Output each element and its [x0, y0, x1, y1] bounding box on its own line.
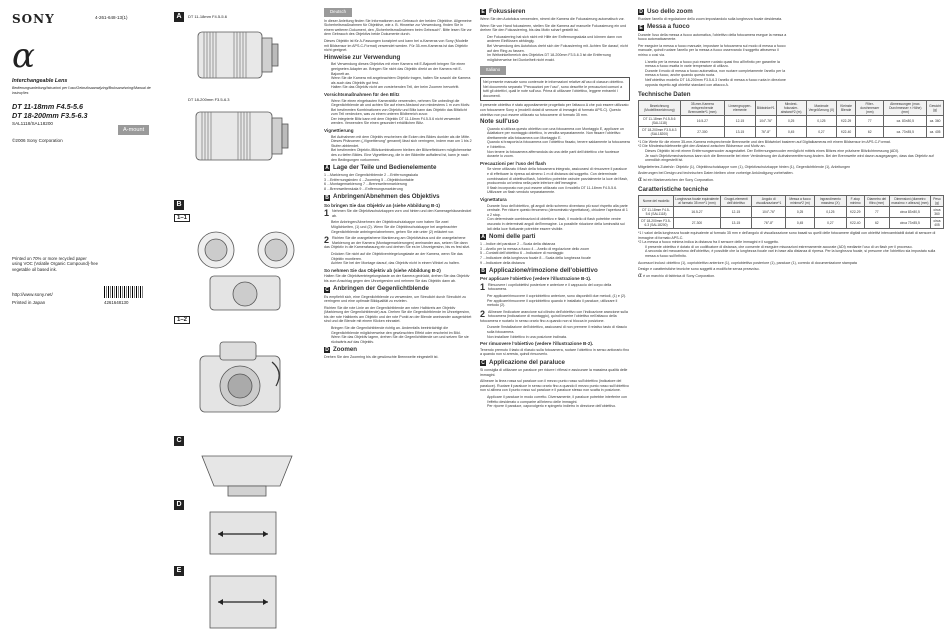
alpha-logo: α: [638, 271, 643, 279]
accessori-it: Accessori inclusi: obiettivo (1), copriobiettivo anteriore (1), copriobiettivo posteriore (1), paraluce (1), corredo di documentazione stampata: [638, 260, 857, 265]
table-cell: ca. 83×80,5: [884, 115, 927, 126]
figure-c-label: C: [174, 436, 184, 446]
messa-list: [638, 60, 788, 88]
table-cell: 0,27: [814, 218, 846, 229]
heading-hinweise: [324, 53, 472, 61]
table-cell: 27-300: [674, 218, 721, 229]
list-item: • Bei bestimmten Objektiv-/Blitzkombinationen bleiben der Blitzreflektoren möglicherweise des zu tiefen Bildes. Eine Vignettierung, die in der Bildmitte auffallend ist, kann je nach den Bedingungen vorkommen.: [331, 148, 472, 162]
table-cell: f/22-40: [846, 218, 864, 229]
abnehmen-text: Halten Sie die Objektiventriegelungstaste an der Kamera gedrückt, drehen Sie das Objektiv bis zum Anschlag gegen den Uhrzeigersinn und nehmen Sie das Objektiv dann ab.: [324, 274, 470, 283]
messa-block: [638, 33, 788, 88]
table-header: Kleinste Blende: [837, 100, 856, 115]
messa-text-2: Per eseguire la messa a fuoco manuale, impostare la fotocamera sul modo di messa a fuoco manuale, quindi ruotare l'anello per la messa a fuoco osservando il soggetto attraverso il mirino o così via.: [638, 43, 786, 57]
list-item: • Durante l'installazione dell'obiettivo, assicurarsi di non premere il relativo tasto di rilascio sulla fotocamera.: [487, 325, 630, 334]
barcode-number: 4261648130: [104, 300, 129, 305]
table-header: Ingrandimento massimo (X): [814, 196, 846, 207]
list-item: • Quando si trasporta la fotocamera con l'obiettivo fissato, tenere saldamente la fotocamera e l'obiettivo.: [487, 140, 630, 149]
step-2-text: Richten Sie die orangefarbene Markierung am Objektivtubus und die orangefarbene Markierung an der Kamera (Montagemarkierungen) aneinander aus, setzen Sie dann das Objektiv in die Kamerafassung ein und drehen Sie es im Uhrzeigersinn, bis es fest sitzt.: [324, 236, 471, 250]
step-number: 1: [480, 281, 486, 292]
document-code: 4-261-648-13(1): [95, 15, 128, 20]
heading-lage-text: Lage der Teile und Bedienelemente: [333, 163, 437, 171]
heading-hinweise-text: Hinweise zur Verwendung: [324, 53, 401, 61]
heading-fokussieren: [480, 9, 630, 15]
table-cell: f/22-29: [837, 115, 856, 126]
note: *1 I valori della lunghezza focale equivalente al formato 35 mm e dell'angolo di visualizzazione sono basati su quelli delle fotocamere digitali con obiettivi intercambiabili dotati di sensore di immagine di formato APS-C.: [638, 231, 936, 240]
table-cell: 0,45: [786, 218, 814, 229]
list-item: 9 ...Indicatore della distanza: [480, 260, 525, 265]
heading-paraluce: [480, 360, 630, 366]
intro-it-2: Il presente obiettivo è stato appositamente progettato per l'attacco A che può essere utilizzato con fotocamere Sony α (modelli dotati di sensore di immagini di formato APS-C). Questo obiettivo non può essere utilizzato su fotocamere di formato 35 mm.: [480, 103, 629, 117]
fokus-text-2: Wenn Sie von Hand fokussieren, stellen Sie die Kamera auf manuelle Fokussierung ein und drehen Sie den Fokussierring, bis das Motiv scharf gestellt ist.: [480, 23, 627, 33]
lens-illustration-1: [190, 24, 290, 86]
section-d-badge: D: [325, 347, 329, 354]
table-header-row: [639, 100, 944, 115]
list-item: • Je nach Objektivmechanismus kann sich die Brennweite bei einer Veränderung der Aufnahmeentfernung ändern. Bei der Brennweite wird davon ausgegangen, dass das Objektiv auf unendlich eingestellt ist.: [645, 154, 944, 163]
sony-logo: SONY: [12, 12, 55, 26]
list-item: • Il presente obiettivo è dotato di un codificatore di distanza, che consente di eseguire misurazioni estremamente accurate (ADI) mediante l'uso di un flash per il processo.: [645, 245, 944, 250]
figure-b-label: B: [174, 200, 184, 210]
notes-it: [638, 231, 944, 245]
heading-messa: [638, 25, 944, 31]
lieferumfang-de: Mitgeliefertes Zubehör: Objektiv (1), Objektivschutzkappe vorn (1), Objektivschutzkappe hinten (1), Gegenlichtblende (1), Anleitungen: [638, 164, 851, 169]
list-item: • Beim Anbringen/Abnehmen der Objektivschutzkappe vorn haben Sie zwei Möglichkeiten, (1) und (2). Wenn Sie die Objektivschutzkappe bei angebrachter Gegenlichtblende anbringen/abnehmen, gehen Sie wie unter (2) erläutert vor.: [331, 220, 472, 234]
modifiche-it: Design e caratteristiche tecniche sono soggetti a modifiche senza preavviso.: [638, 267, 760, 272]
list-item: • Durante l'uso dell'obiettivo, gli angoli dello schermo diventano più scuri rispetto alla parte centrale. Per ridurre questo fenomeno (denominato vignettatura), chiudere l'apertura di 1 o 2 stop.: [487, 204, 630, 218]
section-e-badge: E: [481, 9, 485, 15]
table-header: Messa a fuoco minima*2 (m): [786, 196, 814, 207]
list-item: • Per applicare/rimuovere il copriobiettivo anteriore, sono disponibili due metodi, (1) e (2). Per applicare/rimuovere il copriobiettivo quando è installato il paraluce, utilizzare il metodo (2).: [487, 294, 630, 308]
notes-de: [638, 140, 944, 149]
subheading-abnehmen: So nehmen Sie das Objektiv ab (siehe Abbildung B-2): [324, 267, 441, 273]
list-item: • Dieses Objektiv ist mit einem Entfernungsencoder ausgestattet. Der Entfernungsencoder ermöglicht mittels eines Blitzes eine präzisere Blitzlichtmessung (ADI).: [645, 149, 944, 154]
figure-b1-suffix: –1: [180, 215, 188, 221]
heading-gegenlicht: [324, 287, 472, 293]
heading-applicazione: [480, 268, 630, 274]
step-number: 2: [324, 235, 330, 246]
section-d-badge: D: [639, 9, 643, 15]
list-item: • Non installare l'obiettivo in una posizione inclinata.: [487, 335, 630, 340]
table-cell: circa 360: [930, 207, 943, 218]
barcode: [104, 286, 144, 298]
list-item: • Der Fokussierring hat sich nicht mit Hilfe der Entfernungsskala und können dann von anderen Einflüssen abhängig.: [487, 35, 630, 44]
lens-hood-illustration: [192, 446, 302, 498]
zoomen-text: Drehen Sie den Zoomring bis die gewünschte Brennweite eingestellt ist.: [324, 355, 439, 360]
languages: Bedienungsanleitung/Istruzioni per l'uso/Gebruiksaanwijzing/Bruksanvisning/Manual de instruções: [12, 86, 151, 95]
camera-remove-illustration: [186, 326, 306, 426]
table-cell: DT 11-18mm F4.5-5.6 (SAL1118): [639, 207, 674, 218]
table-cell: f/22-29: [846, 207, 864, 218]
table-cell: DT 18-200mm F3.5-6.3 (SAL18200): [639, 126, 681, 137]
heading-zoomen-text: Zoomen: [333, 346, 358, 354]
bullets-de: [638, 149, 944, 163]
list-item: • A seconda del meccanismo dell'obiettivo, è possibile che la lunghezza focale vari in base alla distanza di ripresa. Per la lunghezza focale, si presume che l'obiettivo sia impostato sulla messa a fuoco sull'infinito.: [645, 249, 944, 258]
sony-url: http://www.sony.net/: [12, 292, 53, 297]
model-2: DT 18-200mm F3.5-6.3: [12, 111, 88, 120]
step-1-it-notes: [480, 294, 630, 308]
product-type: Interchangeable Lens: [12, 78, 68, 84]
table-row: [639, 207, 944, 218]
note: *2 La messa a fuoco minima indica la distanza fra il sensore delle immagini e il soggetto.: [638, 240, 779, 245]
figure-b2-suffix: –2: [180, 317, 188, 323]
gegenlicht-text-2: Richten Sie die rote Linie an der Gegenlichtblende am roten Halbkreis am Objektiv (Markierung der Gegenlichtblende) aus. Drehen Sie die Gegenlichtblende im Uhrzeigersinn, bis der rote Halbkreis am Objektiv und der rote Punkt an der Blende aneinander ausgerichtet sind und die Blende mit einem Klicken einrastet.: [324, 305, 472, 324]
heading-paraluce-text: Applicazione del paraluce: [489, 358, 565, 366]
fokus-list: [480, 35, 630, 63]
list-item: • L'anello per la messa a fuoco può essere ruotato quasi fino all'infinito per garantire la messa a fuoco esatta in varie temperature di utilizzo.: [645, 60, 788, 69]
table-cell: ca. 360: [927, 115, 944, 126]
model-codes: SAL1118/SAL18200: [12, 121, 53, 126]
subheading-anbringen: So bringen Sie das Objektiv an (siehe Abbildung B-1): [324, 202, 440, 208]
list-item: • Per riporre il paraluce, capovolgerlo e spingerlo indietro in direzione dell'obiettivo.: [487, 404, 630, 409]
table-header: Lunghezza focale equivalente al formato 35 mm*1 (mm): [675, 197, 719, 206]
table-cell: 16.5-27: [674, 207, 721, 218]
model-1: DT 11-18mm F4.5-5.6: [12, 102, 83, 111]
table-cell: 77: [856, 115, 884, 126]
note-list: [480, 127, 630, 159]
specs-column: [638, 6, 944, 639]
printed-in: Printed in Japan: [12, 300, 46, 305]
table-cell: 76°-8°: [752, 218, 786, 229]
heading-fokussieren-text: Fokussieren: [489, 7, 526, 15]
list-item: 3 ...Entfernungsindex 4 ...Zoomring 5 ...Objektivkontakte: [324, 177, 414, 182]
step-1-notes: [324, 220, 472, 234]
figure-a-label: A: [174, 12, 184, 22]
italian-column: [480, 6, 630, 639]
list-item: 1 ...Indice del paraluce 2 ...Scala della distanza: [480, 242, 556, 247]
zoom-it-text: Ruotare l'anello di regolazione dello zoom impostandolo sulla lunghezza focale desiderata.: [638, 17, 783, 21]
table-row: [639, 218, 944, 229]
table-header: Gewicht (g): [927, 100, 944, 115]
section-b-badge: B: [325, 194, 329, 201]
step-1-it: [480, 283, 630, 292]
list-item: • Im Weitwinkelbereich des Objektivs DT 18-200mm F3.5-6.3 ist die Entfernung möglicherweise bei Dunkelheit nicht exakt.: [487, 53, 630, 62]
list-item: 6 ...Montagemarkierung 7 ...Brennweitenmarkierung: [324, 182, 407, 187]
cover-column: [0, 0, 170, 633]
heading-vignettierung: Vignettierung: [324, 128, 354, 134]
heading-nomi-text: Nomi delle parti: [489, 232, 536, 240]
paraluce-text-1: Si consiglia di utilizzare un paraluce per ridurre i riflessi e assicurare la massima qualità delle immagini.: [480, 368, 628, 377]
table-cell: 0,27: [806, 126, 837, 137]
alpha-logo: α: [638, 175, 643, 183]
table-cell: ca. 405: [927, 126, 944, 137]
figure-a-caption-2: DT 18-200mm F3.5-6.3: [188, 97, 230, 102]
list-item: • Bei Verwendung des Autofokus dreht sich der Fokussierring mit. Achten Sie darauf, nicht auf den Ring zu fassen.: [487, 44, 630, 53]
table-cell: 62: [856, 126, 884, 137]
section-b-badge: B: [481, 268, 485, 275]
section-a-badge: A: [325, 165, 329, 172]
figure-a-caption-1: DT 11-18mm F4.5-5.6: [188, 14, 227, 19]
list-item: • Drücken Sie nicht auf die Objektiventriegelungstaste an der Kamera, wenn Sie das Objektiv montieren.: [331, 252, 472, 261]
heading-applicazione-text: Applicazione/rimozione dell'obiettivo: [489, 266, 598, 274]
table-header: Diametro del filtro (mm): [864, 196, 889, 207]
table-cell: circa 405: [930, 218, 943, 229]
figure-b1-label: [174, 214, 190, 222]
step-2-it: [480, 310, 630, 324]
table-cell: 0,125: [814, 207, 846, 218]
list-item: • Quando si utilizza questo obiettivo con una fotocamera con Montaggio E, applicare un Adattatore per montaggio obiettivo, in vendita separatamente. Non fissare l'obiettivo direttamente alla fotocamera con Montaggio E.: [487, 127, 630, 141]
table-cell: 0,45: [776, 126, 806, 137]
list-item: • Halten Sie das Objektiv nicht am vorstehenden Teil, der beim Zoomen hervortritt.: [331, 85, 472, 90]
heading-gegenlicht-text: Anbringen der Gegenlichtblende: [333, 285, 429, 293]
table-header: Dimensioni (diametro massimo × altezza) (mm): [889, 196, 930, 207]
table-cell: 12-15: [725, 115, 756, 126]
vorsicht-list: [324, 99, 472, 127]
table-cell: 0,125: [806, 115, 837, 126]
subheading-rimuovere: Per rimuovere l'obiettivo (vedere l'illustrazione B-2).: [480, 341, 594, 347]
heading-zoom-it: [638, 9, 944, 15]
zoom-ring-illustration: [194, 506, 294, 558]
bullets-it: [638, 245, 944, 259]
list-item: • Nell'obiettivo modello DT 18-200mm F3.5-6.3 l'anello di messa a fuoco ruota in direzione opposta rispetto agli obiettivi standard con attacco A.: [645, 78, 788, 87]
list-item: • Se viene utilizzato il flash della fotocamera integrato, assicurarsi di rimuovere il paraluce e di effettuare la ripresa ad almeno 1 m di distanza dal soggetto. Con determinate combinazioni di obiettivo/flash, l'obiettivo potrebbe ostruire parzialmente la luce del flash, producendo un'ombra nella parte inferiore dell'immagine.: [487, 167, 630, 185]
trademark-de-text: ist ein Markenzeichen der Sony Corporation.: [643, 177, 714, 182]
table-header: Maximale Vergrößerung (X): [806, 100, 837, 115]
mount-badge: A-mount: [118, 125, 149, 135]
figure-b2-number: 1: [177, 317, 181, 323]
section-e-badge: E: [639, 24, 643, 31]
heading-flash: Precauzioni per l'uso del flash: [480, 160, 546, 166]
step-2-it-notes: [480, 325, 630, 339]
heading-vorsicht: Vorsichtsmaßnahmen für den Blitz: [324, 91, 400, 97]
parts-list: [324, 173, 472, 191]
alpha-logo: α: [12, 36, 35, 76]
section-c-badge: C: [481, 360, 485, 367]
section-c-badge: C: [325, 286, 329, 293]
table-header-row: [639, 196, 944, 207]
table-header: Bezeichnung (Modellbezeichnung): [639, 100, 681, 115]
language-bar-deutsch: Deutsch: [324, 8, 352, 17]
trademark-de: [638, 175, 944, 183]
heading-anbringen-text: Anbringen/Abnehmen des Objektivs: [333, 193, 440, 201]
table-cell: ca. 73×85,5: [884, 126, 927, 137]
figure-d-label: D: [174, 500, 184, 510]
table-header: Gruppi-elementi dell'obiettivo: [720, 196, 751, 207]
hinweise-list: [324, 62, 472, 90]
table-cell: DT 18-200mm F3.5-6.3 (SAL18200): [639, 218, 674, 229]
trademark-it-text: è un marchio di fabbrica di Sony Corporation.: [643, 273, 716, 278]
table-cell: 104°-76°: [752, 207, 786, 218]
heading-zoom-it-text: Uso dello zoom: [647, 7, 693, 15]
intro-paragraph-2: Dieses Objektiv ist für A-Fassungen konzipiert und kann bei α-Kameras von Sony (Modelle mit Bildsensor im APS-C-Format) verwendet werden. Für 35-mm-Kameras ist das Objektiv nicht geeignet.: [324, 38, 469, 53]
camera-attach-illustration: [180, 224, 310, 314]
intro-paragraph-1: In dieser Anleitung finden Sie Informationen zum Gebrauch der beiden Objektive. Allgemeine Sicherheitsmaßnahmen für Objektive, wie z. B. Hinweise zur Verwendung, finden Sie in einem weiteren Dokument, den „Sicherheitsmaßnahmen beim Gebrauch". Bitte lesen Sie vor dem Gebrauch des Objektivs beide Dokumente durch.: [324, 18, 472, 37]
table-cell: 13-15: [725, 126, 756, 137]
gegenlicht-text-1: Es empfiehlt sich, eine Gegenlichtblende zu verwenden, um Streulicht durch Streulicht zu verringern und eine optimale Bildqualität zu erzielen.: [324, 294, 467, 304]
table-cell: circa 73×85,5: [889, 218, 930, 229]
recycle-note: Printed on 70% or more recycled paper using VOC (Volatile Organic Compound)-free vegetable oil based ink.: [12, 256, 98, 272]
note: *1 Die Werte für die einem 35-mm-Kamera entsprechende Brennweite und den Bildwinkel basieren auf Digitalkameras mit einem Bildsensor im APS-C-Format.: [638, 139, 891, 144]
heading-lage: [324, 165, 472, 171]
messa-text-1: Durante l'uso della messa a fuoco automatica, l'obiettivo della fotocamera esegue la messa a fuoco automaticamente.: [638, 32, 787, 42]
figure-b1-number: 1: [177, 215, 181, 221]
list-item: • Achten Sie bei der Montage darauf, das Objektiv nicht in einem Winkel zu halten.: [331, 261, 472, 266]
step-1-it-text: Rimuovere i coprilobiettivi posteriore e anteriore e il cappuccio del corpo della fotocamera.: [488, 282, 612, 292]
table-cell: f/22-40: [837, 126, 856, 137]
heading-messa-text: Messa a fuoco: [647, 23, 690, 31]
table-cell: 77: [864, 207, 889, 218]
paraluce-list: [480, 395, 630, 409]
step-2: [324, 236, 472, 250]
list-item: • Bei Verwendung dieses Objektivs mit einer Kamera mit E-Bajonett bringen Sie einen geeigneten Adapter an. Bringen Sie nicht das Objektiv direkt an der Kamera mit E-Bajonett an.: [331, 62, 472, 76]
table-header: Angolo di visualizzazione*1: [752, 196, 786, 207]
aenderung-de: Änderungen bei Design und technischen Daten bleiben ohne vorherige Ankündigung vorbehalten.: [638, 171, 794, 176]
heading-anbringen: [324, 195, 472, 201]
list-item: 1 ...Markierung der Gegenlichtblende 2 ...Entfernungsskala: [324, 173, 418, 178]
fokus-text-1: Wenn Sie den Autofokus verwenden, nimmt die Kamera die Fokussierung automatisch vor.: [480, 17, 625, 21]
intro-it-1: Nel presente manuale sono contenute le informazioni relative all'uso di ciascun obiettivo. Nel documento separato "Precauzioni per l'uso", sono descritte le precauzioni comuni a tutti gli obiettivi, quali le note sull'uso. Prima di utilizzare l'obiettivo, leggere entrambi i documenti.: [480, 77, 630, 101]
list-item: • Der integrierte Blitz kann mit dem Objektiv DT 11-18mm F4.5-5.6 nicht verwendet werden. Verwenden Sie einen gesondert erhältlichen Blitz.: [331, 117, 472, 126]
list-item: • Wenn Sie einen eingebauten Kamerablitz verwenden, nehmen Sie unbedingt die Gegenlichtblende ab und achten Sie auf einen Abstand von mindestens 1 m zum Motiv. Bei bestimmten Kombinationen von Objektiv und Blitz kann das Objektiv das Blitzlicht zum Teil verdecken, was zu einem unteren Bildbereich zuvor.: [331, 99, 472, 117]
heading-zoomen: [324, 347, 472, 353]
table-cell: 0,25: [786, 207, 814, 218]
list-item: • Applicare il paraluce in modo corretto. Diversamente, il paraluce potrebbe interferire con l'effetto desiderato o comparire all'interno delle immagini.: [487, 395, 630, 404]
heading-tech-it: [638, 188, 944, 193]
table-header: Mindest-fokussier-abstand*2 (m): [776, 100, 806, 115]
list-item: 3 ...Anello per la messa a fuoco 4 ...Anello di regolazione dello zoom: [480, 246, 590, 251]
subheading-applicare: Per applicare l'obiettivo (vedere l'illustrazione B-1).: [480, 276, 592, 282]
table-row: [639, 126, 944, 137]
table-cell: 27-300: [680, 126, 724, 137]
table-header: Nome del modello: [639, 196, 674, 207]
list-item: • Wenn Sie die Kamera mit angebrachtem Objektiv tragen, halten Sie sowohl die Kamera als auch das Objektiv gut fest.: [331, 76, 472, 85]
step-2-notes: [324, 252, 472, 266]
heading-note: [480, 120, 630, 125]
step-number: 2: [480, 308, 486, 319]
table-header: F-stop minimo: [846, 196, 864, 207]
list-item: • Non tenere la fotocamera afferrandola da una delle parti dell'obiettivo che fuoriesce durante lo zoom.: [487, 150, 630, 159]
table-header: Peso (g): [930, 196, 943, 207]
note: *2 Die Mindestschärfeweite gibt den Abstand zwischen Bildsensor und Motiv an.: [638, 144, 766, 149]
focus-ring-illustration: [194, 572, 294, 630]
spec-table-it: [638, 195, 944, 229]
table-header: Linsengruppen-elemente: [725, 100, 756, 115]
list-item: • Bringen Sie die Gegenlichtblende richtig an. Andernfalls beeinträchtigt die Gegenlichtblende möglicherweise den gewünschten Effekt oder erscheint im Bild.: [331, 326, 472, 335]
vignettierung-list: [324, 135, 472, 163]
step-number: 1: [324, 208, 330, 219]
list-item: • Bei Aufnahmen mit dem Objektiv erscheinen die Ecken des Bildes dunkler als die Mitte. Dieses Phänomen („Vignettierung" genannt) lässt sich verringern, indem man um 1 bis 2 Stufen abblendet.: [331, 135, 472, 149]
flash-list: [480, 167, 630, 195]
copyright: ©2006 Sony Corporation: [12, 138, 63, 143]
list-item: • Durante il modo di messa a fuoco automatica, non ruotare completamente l'anello per la messa a fuoco, anche quando questo ruota.: [645, 69, 788, 78]
table-row: [639, 115, 944, 126]
paraluce-text-2: Allineare la linea rossa sul paraluce con il mezzo punto rosso sull'obiettivo (indicatore del paraluce). Ruotare il paraluce in senso orario fino a quando il mezzo punto rosso sull'obiettivo non si allinea con il punto rosso sul paraluce e il paraluce stesso non scatta in posizione.: [480, 379, 629, 393]
heading-tech-it-text: Caratteristiche tecniche: [638, 186, 709, 194]
list-item: 8 ...Brennweitenskala 9 ...Entfernungsmarkierung: [324, 187, 403, 191]
table-header: Bildwinkel*1: [755, 100, 776, 115]
list-item: • Con determinate combinazioni di obiettivo e flash, il modello di flash potrebbe venire oscurato in determinati angoli dell'immagine. La possibile riduzione della luminosità sui lati della luce fluttuante potrebbe essere visibile.: [487, 217, 630, 231]
table-cell: 12-15: [720, 207, 751, 218]
list-item: 7 ...Indicatore della lunghezza focale 8 ...Scala della lunghezza focale: [480, 255, 591, 260]
heading-nomi: [480, 234, 630, 240]
step-2-it-text: Allineare l'indicatore arancione sul cilindro dell'obiettivo con l'indicazione arancione sulla fotocamera (indicazione di montaggio), quindi inserire l'obiettivo nell'attacco della fotocamera e ruotarlo in senso orario fino a quando non si blocca in posizione.: [480, 309, 628, 323]
table-cell: 13-15: [720, 218, 751, 229]
rimuovere-text: Tenendo premuto il tasto di rilascio sulla fotocamera, ruotare l'obiettivo in senso antiorario fino a quando non si arresta, quindi rimuoverlo.: [480, 347, 630, 357]
gegenlicht-list: [324, 326, 472, 344]
vignettatura-list: [480, 204, 630, 232]
figures-column: [170, 0, 318, 633]
figure-e-label: E: [174, 566, 184, 576]
spec-table-de: [638, 100, 944, 138]
language-bar-italiano: Italiano: [480, 66, 506, 75]
table-cell: 76°-8°: [755, 126, 776, 137]
table-cell: 0,25: [776, 115, 806, 126]
heading-tech-de: [638, 93, 944, 98]
table-cell: 104°-76°: [755, 115, 776, 126]
step-1: [324, 209, 472, 218]
figure-b2-label: [174, 316, 190, 324]
trademark-it: [638, 271, 944, 279]
table-cell: 16.5-27: [680, 115, 724, 126]
heading-note-text: Note sull'uso: [480, 118, 519, 126]
parts-list-it: [480, 242, 630, 265]
list-item: • Il flash incorporato non può essere utilizzato con il modello DT 11-18mm F4.5-5.6. Utilizzare un flash venduto separatamente.: [487, 186, 630, 195]
table-header: 35-mm-Kamera entsprechende Brennweite*1 (mm): [680, 100, 724, 115]
table-cell: DT 11-18mm F4.5-5.6 (SAL1118): [639, 115, 681, 126]
table-header: Abmessungen (max. Durchmesser × Höhe) (mm): [884, 100, 927, 115]
step-1-text: Nehmen Sie die Objektivschutzkappen vorn und hinten und den Kameragehäusedeckel ab.: [332, 209, 472, 218]
german-column: [324, 6, 472, 639]
table-cell: 62: [864, 218, 889, 229]
table-header: Filter-durchmesser (mm): [856, 100, 884, 115]
section-a-badge: A: [481, 234, 485, 241]
table-cell: circa 83×80,5: [889, 207, 930, 218]
heading-tech-de-text: Technische Daten: [638, 91, 691, 99]
list-item: • Wenn Sie das Objektiv lagern, drehen Sie die Gegenlichtblende um und setzen Sie sie rückwärts auf das Objektiv.: [331, 335, 472, 344]
lens-illustration-2: [190, 104, 298, 168]
list-item: 5 ...Contatti dell'obiettivo 6 ...Indicatore di montaggio: [480, 251, 564, 256]
heading-vignettatura: Vignettatura: [480, 197, 507, 202]
